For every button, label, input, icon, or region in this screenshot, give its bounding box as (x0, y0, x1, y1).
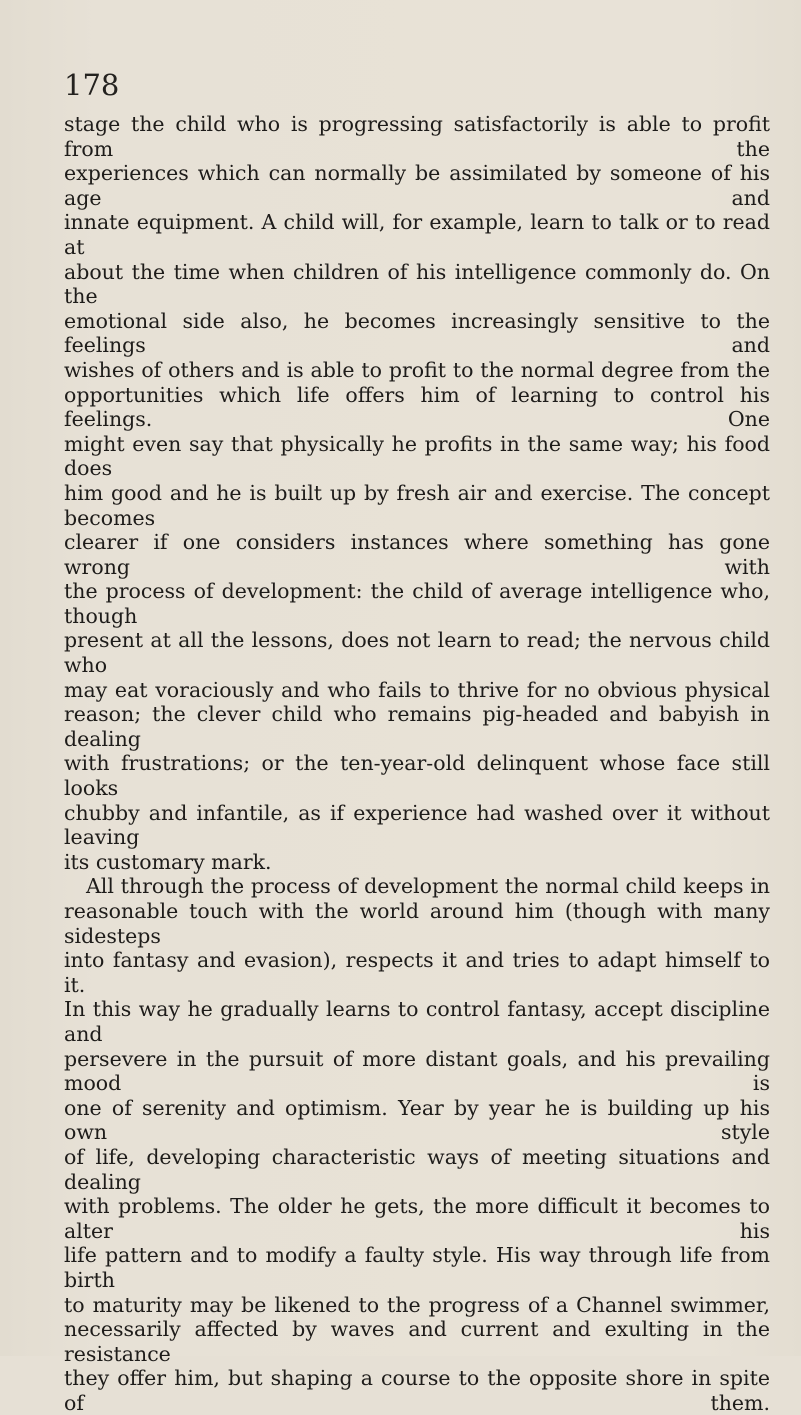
text-line: they offer him, but shaping a course to the opposite shore in spite of them. (64, 1366, 770, 1415)
text-line: In this way he gradually learns to control fantasy, accept discipline and (64, 997, 770, 1046)
text-line: wishes of others and is able to profit to the normal degree from the (64, 357, 770, 382)
text-line: chubby and infantile, as if experience had washed over it without leaving (64, 800, 770, 850)
text-line: with frustrations; or the ten-year-old delinquent whose face still looks (64, 751, 770, 801)
text-line: persevere in the pursuit of more distant goals, and his prevailing mood is (64, 1046, 770, 1096)
text-line: about the time when children of his intelligence commonly do. On the (64, 259, 770, 309)
text-line: may eat voraciously and who fails to thrive for no obvious physical (64, 677, 770, 702)
text-line: of life, developing characteristic ways of meeting situations and dealing (64, 1144, 770, 1194)
text-line: the process of development: the child of average intelligence who, though (64, 579, 770, 628)
text-line: innate equipment. A child will, for example, learn to talk or to read at (64, 210, 770, 259)
text-line: All through the process of development the normal child keeps in (86, 874, 770, 899)
text-line: with problems. The older he gets, the more difficult it becomes to alter his (64, 1194, 770, 1243)
text-line: present at all the lessons, does not learn to read; the nervous child who (64, 628, 770, 678)
text-line: one of serenity and optimism. Year by year he is building up his own style (64, 1095, 770, 1145)
text-line: him good and he is built up by fresh air and exercise. The concept becomes (64, 480, 770, 530)
body-text (64, 112, 770, 1415)
text-line: experiences which can normally be assimilated by someone of his age and (64, 161, 770, 210)
text-line: stage the child who is progressing satisfactorily is able to profit from the (64, 112, 770, 161)
text-line: to maturity may be likened to the progress of a Channel swimmer, (64, 1292, 770, 1317)
text-line: into fantasy and evasion), respects it and tries to adapt himself to it. (64, 948, 770, 997)
text-line: clearer if one considers instances where something has gone wrong with (64, 530, 770, 579)
text-line: necessarily affected by waves and current and exulting in the resistance (64, 1317, 770, 1366)
text-line: reasonable touch with the world around him (though with many sidesteps (64, 899, 770, 948)
text-line: reason; the clever child who remains pig-headed and babyish in dealing (64, 702, 770, 751)
text-line: opportunities which life offers him of learning to control his feelings. One (64, 382, 770, 432)
text-line: might even say that physically he profits in the same way; his food does (64, 431, 770, 481)
text-line: emotional side also, he becomes increasingly sensitive to the feelings and (64, 308, 770, 358)
text-line: its customary mark. (64, 849, 272, 874)
page-number: 178 (64, 68, 120, 102)
text-line: life pattern and to modify a faulty style. His way through life from birth (64, 1243, 770, 1292)
